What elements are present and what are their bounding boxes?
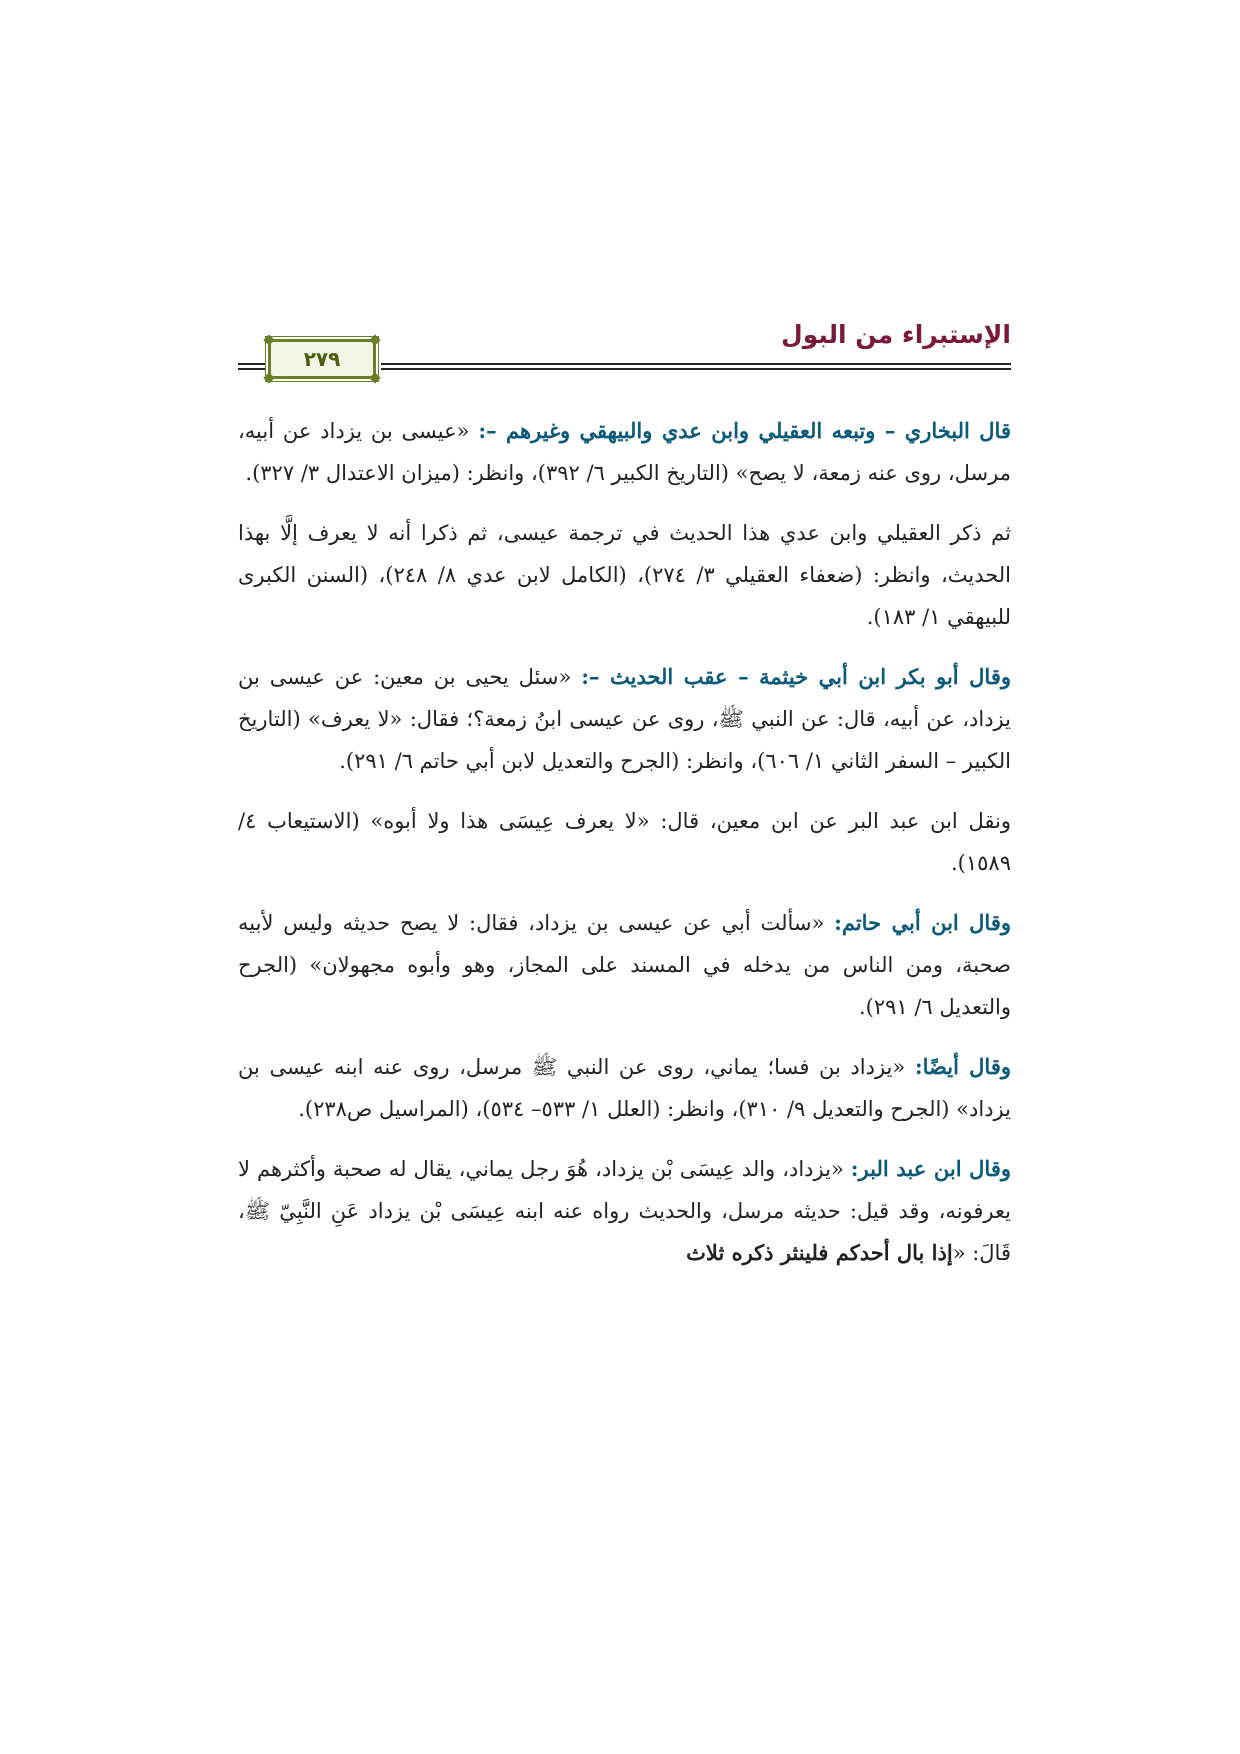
paragraph [238, 902, 1011, 1028]
paragraph-lead: وقال ابن عبد البر: [850, 1156, 1011, 1181]
hadith-quote: إذا بال أحدكم فلينثر ذكره ثلاث [686, 1240, 953, 1265]
chapter-title: الإستبراء من البول [781, 320, 1011, 349]
paragraph-lead: وقال ابن أبي حاتم: [834, 910, 1011, 935]
ornament-icon [263, 334, 274, 345]
paragraph-lead: وقال أبو بكر ابن أبي خيثمة – عقب الحديث –: [581, 664, 1011, 689]
paragraph [238, 656, 1011, 782]
header-rule [238, 363, 265, 370]
paragraph-text: ونقل ابن عبد البر عن ابن معين، قال: «لا يعرف عِيسَى هذا ولا أبوه» (الاستيعاب ٤/ ١٥٨٩). [238, 809, 1011, 875]
paragraph [238, 410, 1011, 494]
ornament-icon [369, 334, 380, 345]
header-rule [381, 363, 1011, 370]
paragraph [238, 512, 1011, 638]
paragraph-text: «سألت أبي عن عيسى بن يزداد، فقال: لا يصح حديثه وليس لأبيه صحبة، ومن الناس من يدخله في المسند على المجاز، وهو وأبوه مجهولان» (الجرح والتعديل ٦/ ٢٩١). [238, 911, 1011, 1019]
page-header [238, 318, 1011, 380]
page-number-frame [268, 339, 376, 379]
paragraph [238, 1148, 1011, 1274]
paragraph-text: «سئل يحيى بن معين: عن عيسى بن يزداد، عن أبيه، قال: عن النبي ﷺ، روى عن عيسى ابنُ زمعة؟؛ فقال: «لا يعرف» (التاريخ الكبير – السفر الثاني ١/ ٦٠٦)، وانظر: (الجرح والتعديل لابن أبي حاتم ٦/ ٢٩١). [238, 665, 1011, 773]
paragraph-text: «يزداد، والد عِيسَى بْن يزداد، هُوَ رجل يماني، يقال له صحبة وأكثرهم لا يعرفونه، وقد قيل: حديثه مرسل، والحديث رواه عنه ابنه عِيسَى بْن يزداد عَنِ النَّبِيّ ﷺ، قَالَ: « [238, 1157, 1011, 1265]
paragraph-lead: قال البخاري – وتبعه العقيلي وابن عدي والبيهقي وغيرهم –: [478, 418, 1011, 443]
paragraph-text: «يزداد بن فسا؛ يماني، روى عن النبي ﷺ مرسل، روى عنه ابنه عيسى بن يزداد» (الجرح والتعديل ٩/ ٣١٠)، وانظر: (العلل ١/ ٥٣٣– ٥٣٤)، (المراسيل ص٢٣٨). [238, 1055, 1011, 1121]
paragraph-text: ثم ذكر العقيلي وابن عدي هذا الحديث في ترجمة عيسى، ثم ذكرا أنه لا يعرف إلَّا بهذا الحديث، وانظر: (ضعفاء العقيلي ٣/ ٢٧٤)، (الكامل لابن عدي ٨/ ٢٤٨)، (السنن الكبرى للبيهقي ١/ ١٨٣). [238, 521, 1012, 629]
paragraph-lead: وقال أيضًا: [914, 1054, 1012, 1079]
page-number: ٢٧٩ [303, 347, 341, 371]
ornament-icon [263, 372, 274, 383]
paragraph-text: «عيسى بن يزداد عن أبيه، مرسل، روى عنه زمعة، لا يصح» (التاريخ الكبير ٦/ ٣٩٢)، وانظر: (ميزان الاعتدال ٣/ ٣٢٧). [238, 419, 1011, 485]
paragraph [238, 1046, 1011, 1130]
page-body [238, 410, 1011, 1292]
paragraph [238, 800, 1011, 884]
ornament-icon [369, 372, 380, 383]
